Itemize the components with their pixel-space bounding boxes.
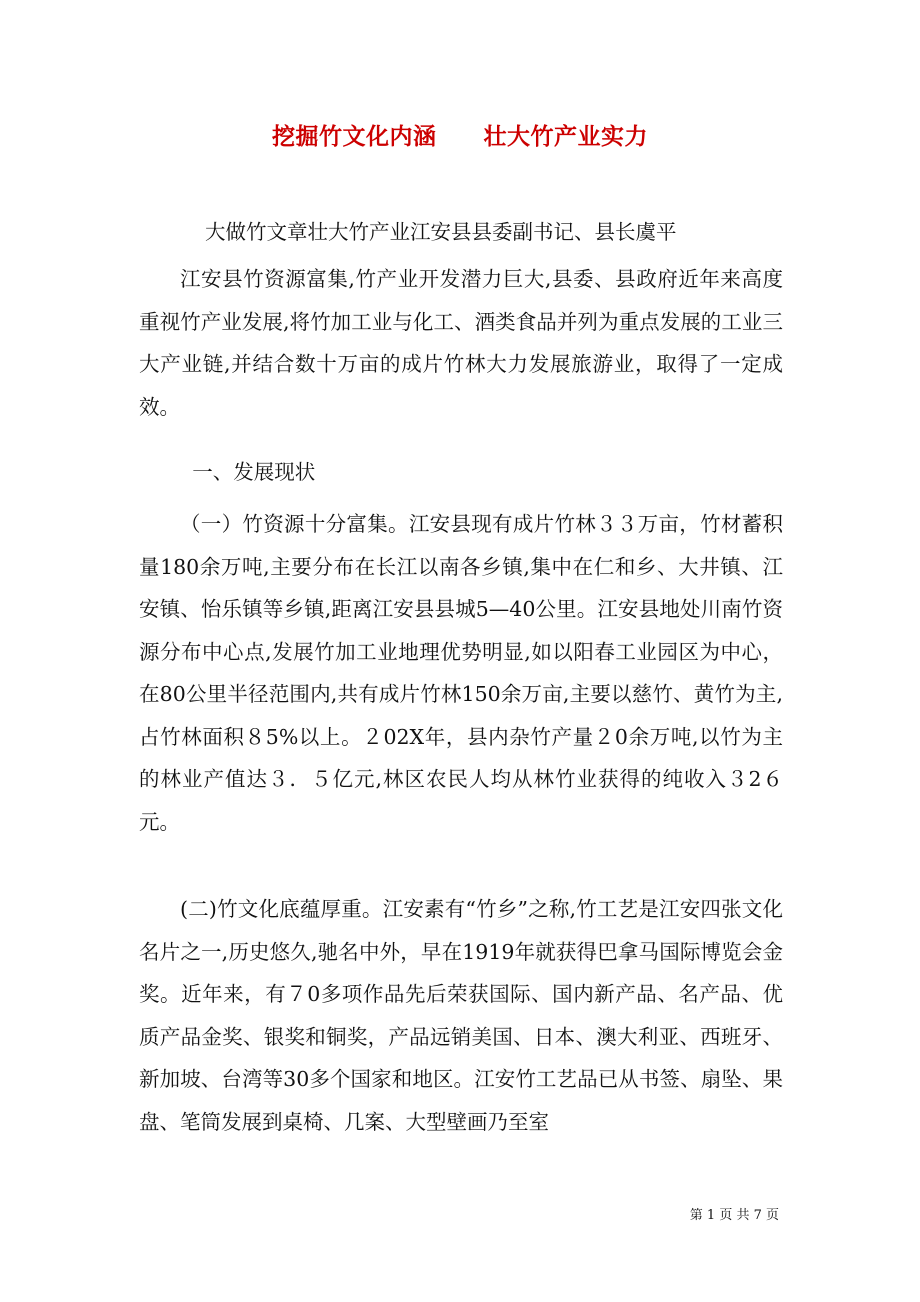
byline: 大做竹文章壮大竹产业江安县县委副书记、县长虞平 bbox=[205, 220, 677, 244]
body-section-culture bbox=[139, 888, 783, 1143]
body-section-intro bbox=[139, 258, 783, 428]
page-number-footer: 第 1 页 共 7 页 bbox=[689, 1208, 779, 1223]
paragraph-culture: (二)竹文化底蕴厚重。江安素有“竹乡”之称,竹工艺是江安四张文化名片之一,历史悠久,驰名中外，早在1919年就获得巴拿马国际博览会金奖。近年来，有７0多项作品先后荣获国际、国内新产品、名产品、优质产品金奖、银奖和铜奖，产品远销美国、日本、澳大利亚、西班牙、新加坡、台湾等30多个国家和地区。江安竹工艺品已从书签、扇坠、果盘、笔筒发展到桌椅、几案、大型壁画乃至室 bbox=[139, 897, 783, 1134]
paragraph-resources: （一）竹资源十分富集。江安县现有成片竹林３３万亩，竹材蓄积量180余万吨,主要分布在长江以南各乡镇,集中在仁和乡、大井镇、江安镇、怡乐镇等乡镇,距离江安县县城5—40公里。江安县地处川南竹资源分布中心点,发展竹加工业地理优势明显,如以阳春工业园区为中心，在80公里半径范围内,共有成片竹林150余万亩,主要以慈竹、黄竹为主,占竹林面积８5%以上。２02X年，县内杂竹产量２0余万吨,以竹为主的林业产值达３．５亿元,林区农民人均从林竹业获得的纯收入３2６元。 bbox=[139, 512, 783, 834]
body-section-heading bbox=[139, 451, 783, 494]
paragraph-intro: 江安县竹资源富集,竹产业开发潜力巨大,县委、县政府近年来高度重视竹产业发展,将竹加工业与化工、酒类食品并列为重点发展的工业三大产业链,并结合数十万亩的成片竹林大力发展旅游业，取得了一定成效。 bbox=[139, 267, 783, 419]
document-title: 挖掘竹文化内涵 壮大竹产业实力 bbox=[272, 123, 648, 150]
section-heading: 一、发展现状 bbox=[192, 460, 316, 484]
body-section-resources bbox=[139, 503, 783, 843]
